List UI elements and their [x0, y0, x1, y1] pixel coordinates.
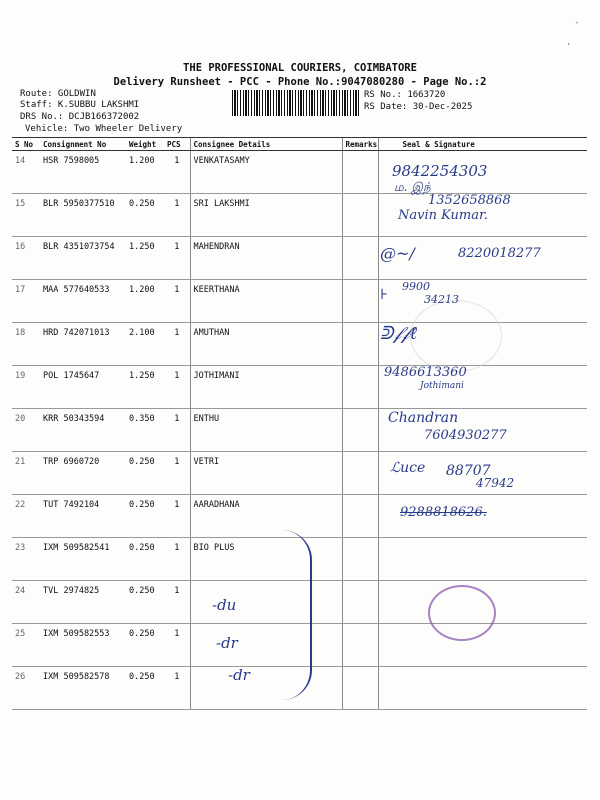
table-header-row: [12, 138, 587, 151]
weight-cell: 0.250: [126, 538, 164, 581]
pcs-cell: 1: [164, 538, 190, 581]
sno-cell: 24: [12, 581, 40, 624]
table-row: [12, 151, 587, 194]
weight-cell: 0.250: [126, 452, 164, 495]
weight-cell: 2.100: [126, 323, 164, 366]
sno-cell: 25: [12, 624, 40, 667]
sno-cell: 18: [12, 323, 40, 366]
remarks-cell: [342, 581, 378, 624]
pcs-cell: 1: [164, 495, 190, 538]
handwritten-phone: 9900: [402, 280, 430, 293]
scan-speck: ˎ: [574, 14, 580, 24]
document-subtitle: Delivery Runsheet - PCC - Phone No.:9047080280 - Page No.:2: [113, 76, 487, 88]
consignment-cell: HSR 7598005: [40, 151, 126, 194]
pcs-cell: 1: [164, 323, 190, 366]
handwritten-phone: 8220018277: [458, 246, 541, 261]
table-row: [12, 495, 587, 538]
consignment-cell: HRD 742071013: [40, 323, 126, 366]
table-row: [12, 366, 587, 409]
handwritten-signature: ம. இந்: [394, 180, 431, 194]
consignee-cell: ENTHU: [190, 409, 342, 452]
consignee-cell: KEERTHANA: [190, 280, 342, 323]
weight-cell: 1.250: [126, 366, 164, 409]
sno-cell: 14: [12, 151, 40, 194]
consignee-cell: BIO PLUS: [190, 538, 342, 581]
handwritten-name: Jothimani: [420, 381, 464, 391]
consignee-cell: SRI LAKSHMI: [190, 194, 342, 237]
pcs-cell: 1: [164, 366, 190, 409]
rs-number: RS No.: 1663720: [364, 90, 446, 100]
weight-cell: 0.250: [126, 495, 164, 538]
consignment-cell: BLR 4351073754: [40, 237, 126, 280]
remarks-cell: [342, 151, 378, 194]
handwritten-signature: ᕲ𝒻𝒻ℓ: [380, 323, 417, 344]
remarks-cell: [342, 495, 378, 538]
consignee-cell: AARADHANA: [190, 495, 342, 538]
sno-cell: 20: [12, 409, 40, 452]
col-header-pcs: PCS: [164, 138, 190, 151]
staff-label: Staff: K.SUBBU LAKSHMI: [20, 100, 140, 110]
handwritten-mark: -dr: [216, 634, 238, 652]
pcs-cell: 1: [164, 409, 190, 452]
consignment-cell: TRP 6960720: [40, 452, 126, 495]
weight-cell: 0.250: [126, 194, 164, 237]
barcode: [232, 90, 360, 116]
sno-cell: 19: [12, 366, 40, 409]
consignment-cell: MAA 577640533: [40, 280, 126, 323]
col-header-signature: Seal & Signature: [378, 138, 587, 151]
pcs-cell: 1: [164, 452, 190, 495]
courier-seal-stamp: [428, 585, 496, 641]
col-header-consignee: Consignee Details: [190, 138, 342, 151]
sno-cell: 16: [12, 237, 40, 280]
consignee-cell: JOTHIMANI: [190, 366, 342, 409]
weight-cell: 0.250: [126, 624, 164, 667]
remarks-cell: [342, 237, 378, 280]
remarks-cell: [342, 452, 378, 495]
consignee-cell: MAHENDRAN: [190, 237, 342, 280]
pcs-cell: 1: [164, 194, 190, 237]
consignee-cell: [190, 667, 342, 710]
handwritten-signature: @~/: [380, 244, 415, 263]
route-label: Route: GOLDWIN: [20, 89, 96, 99]
remarks-cell: [342, 280, 378, 323]
pcs-cell: 1: [164, 581, 190, 624]
scan-speck: ·: [566, 40, 572, 50]
sno-cell: 22: [12, 495, 40, 538]
sno-cell: 26: [12, 667, 40, 710]
pcs-cell: 1: [164, 667, 190, 710]
consignment-cell: IXM 509582541: [40, 538, 126, 581]
handwritten-phone: 9486613360: [384, 365, 467, 380]
consignment-cell: IXM 509582578: [40, 667, 126, 710]
consignment-cell: KRR 50343594: [40, 409, 126, 452]
remarks-cell: [342, 667, 378, 710]
handwritten-phone: 7604930277: [424, 428, 507, 443]
handwritten-phone: 34213: [424, 293, 459, 306]
handwritten-mark: -du: [212, 596, 237, 614]
consignment-cell: BLR 5950377510: [40, 194, 126, 237]
handwritten-phone: 9288818626.: [400, 505, 487, 520]
remarks-cell: [342, 538, 378, 581]
consignee-cell: VENKATASAMY: [190, 151, 342, 194]
col-header-remarks: Remarks: [342, 138, 378, 151]
rs-date: RS Date: 30-Dec-2025: [364, 102, 473, 112]
col-header-sno: S No: [12, 138, 40, 151]
handwritten-mark: -dr: [228, 666, 250, 684]
remarks-cell: [342, 323, 378, 366]
remarks-cell: [342, 194, 378, 237]
vehicle-label: Vehicle: Two Wheeler Delivery: [25, 124, 183, 134]
sno-cell: 17: [12, 280, 40, 323]
drs-label: DRS No.: DCJB166372002: [20, 112, 140, 122]
pcs-cell: 1: [164, 624, 190, 667]
handwritten-signature: ℒuce: [390, 460, 426, 476]
sno-cell: 21: [12, 452, 40, 495]
consignee-cell: [190, 624, 342, 667]
handwritten-phone: 1352658868: [428, 193, 511, 208]
remarks-cell: [342, 366, 378, 409]
consignment-cell: IXM 509582553: [40, 624, 126, 667]
col-header-consignment: Consignment No: [40, 138, 126, 151]
weight-cell: 0.250: [126, 581, 164, 624]
handwritten-name: Navin Kumar.: [398, 208, 488, 223]
table-row: [12, 280, 587, 323]
pcs-cell: 1: [164, 280, 190, 323]
weight-cell: 0.350: [126, 409, 164, 452]
col-header-weight: Weight: [126, 138, 164, 151]
pcs-cell: 1: [164, 237, 190, 280]
handwritten-phone: 9842254303: [392, 162, 488, 180]
handwritten-brace: [280, 530, 312, 700]
weight-cell: 1.250: [126, 237, 164, 280]
weight-cell: 1.200: [126, 151, 164, 194]
consignment-cell: TUT 7492104: [40, 495, 126, 538]
signature-cell: [378, 667, 587, 710]
consignment-cell: TVL 2974825: [40, 581, 126, 624]
remarks-cell: [342, 409, 378, 452]
consignment-cell: POL 1745647: [40, 366, 126, 409]
sno-cell: 23: [12, 538, 40, 581]
handwritten-phone: 88707: [446, 463, 491, 479]
signature-cell: [378, 538, 587, 581]
weight-cell: 0.250: [126, 667, 164, 710]
faint-stamp-seal: [410, 300, 502, 372]
pcs-cell: 1: [164, 151, 190, 194]
document-title: THE PROFESSIONAL COURIERS, COIMBATORE: [183, 62, 417, 74]
weight-cell: 1.200: [126, 280, 164, 323]
sno-cell: 15: [12, 194, 40, 237]
handwritten-phone: 47942: [476, 476, 515, 490]
handwritten-name: Chandran: [388, 410, 459, 426]
consignee-cell: VETRI: [190, 452, 342, 495]
remarks-cell: [342, 624, 378, 667]
consignee-cell: AMUTHAN: [190, 323, 342, 366]
handwritten-signature: ⊦: [380, 287, 388, 303]
